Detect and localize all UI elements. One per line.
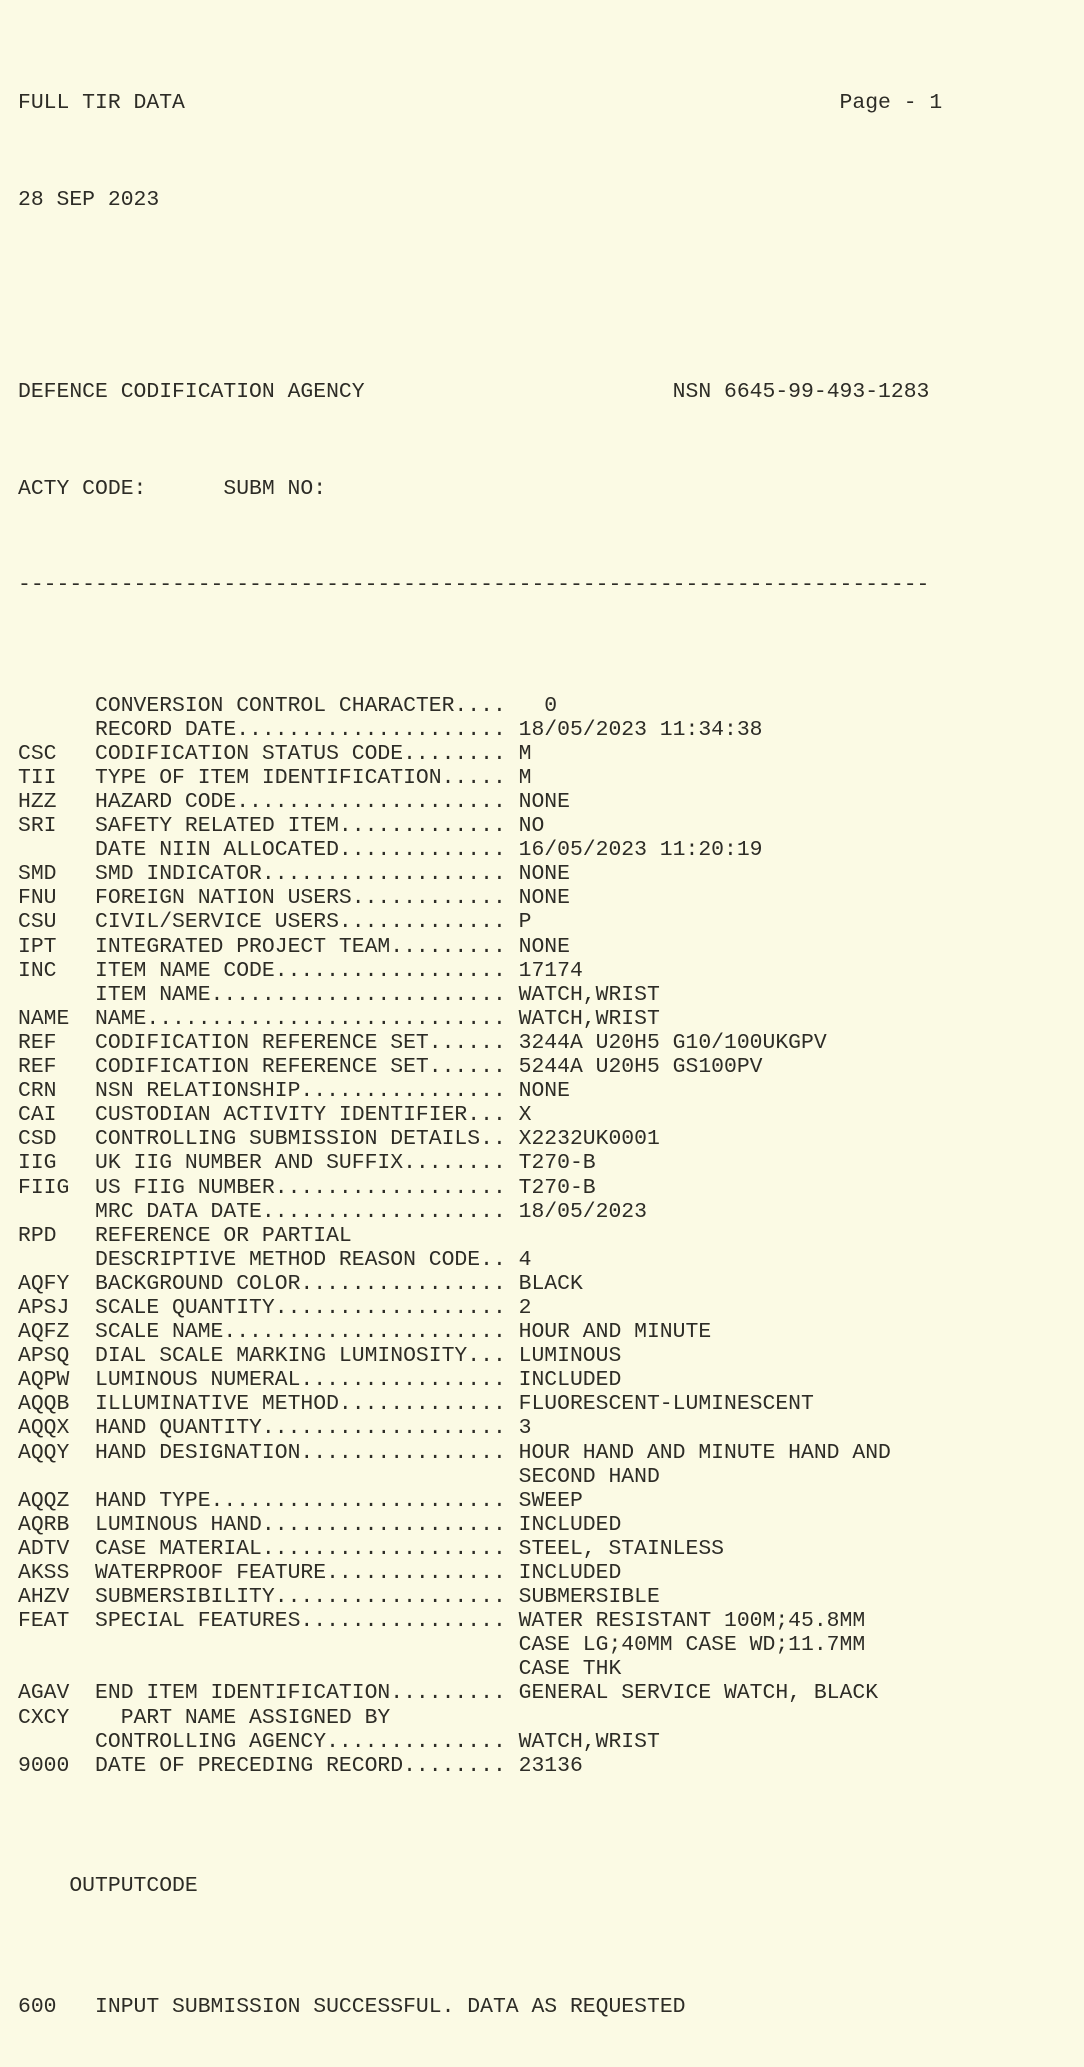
record-row [18, 1513, 1064, 1537]
record-row [18, 1296, 1064, 1320]
record-code: AKSS [18, 1561, 70, 1586]
record-value: STEEL, STAINLESS [518, 1536, 724, 1561]
record-label: ITEM NAME CODE.................. [95, 958, 506, 983]
record-label: CIVIL/SERVICE USERS............. [95, 910, 506, 935]
record-value: INCLUDED [518, 1512, 622, 1537]
record-value: T270-B [518, 1151, 596, 1176]
record-code: APSJ [18, 1295, 70, 1320]
record-row [18, 1320, 1064, 1344]
record-code: APSQ [18, 1344, 70, 1369]
record-value: HOUR HAND AND MINUTE HAND AND [518, 1440, 891, 1465]
record-label: CODIFICATION REFERENCE SET...... [95, 1030, 506, 1055]
record-label: CONTROLLING SUBMISSION DETAILS.. [95, 1127, 506, 1152]
record-row [18, 1392, 1064, 1416]
record-label: CASE MATERIAL................... [95, 1536, 506, 1561]
record-code: AQFY [18, 1271, 70, 1296]
record-row [18, 742, 1064, 766]
record-label: CONVERSION CONTROL CHARACTER.... [95, 693, 506, 718]
separator-line: ----------------------------------------------------------------------- [18, 573, 930, 598]
record-value: P [518, 910, 532, 935]
record-row [18, 1103, 1064, 1127]
record-label: CUSTODIAN ACTIVITY IDENTIFIER... [95, 1103, 506, 1128]
record-label: SCALE QUANTITY.................. [95, 1295, 506, 1320]
record-row [18, 1200, 1064, 1224]
result-code: 600 [18, 1994, 57, 2019]
record-row [18, 814, 1064, 838]
record-label: LUMINOUS HAND................... [95, 1512, 506, 1537]
record-row [18, 838, 1064, 862]
record-code: IIG [18, 1151, 57, 1176]
record-value: 4 [518, 1247, 532, 1272]
subm-no-label: SUBM NO: [223, 476, 327, 501]
record-value: FLUORESCENT-LUMINESCENT [518, 1392, 814, 1417]
record-label: FOREIGN NATION USERS............ [95, 886, 506, 911]
record-label: SPECIAL FEATURES................ [95, 1609, 506, 1634]
record-code: SRI [18, 814, 57, 839]
record-list [18, 694, 1064, 1778]
record-label: TYPE OF ITEM IDENTIFICATION..... [95, 765, 506, 790]
record-value: X2232UK0001 [518, 1127, 660, 1152]
record-value: T270-B [518, 1175, 596, 1200]
record-code: CSC [18, 741, 57, 766]
record-value: HOUR AND MINUTE [518, 1320, 712, 1345]
record-value: CASE THK [518, 1657, 622, 1682]
record-code: CXCY [18, 1705, 70, 1730]
record-label: DATE OF PRECEDING RECORD........ [95, 1753, 506, 1778]
record-code: AQQX [18, 1416, 70, 1441]
record-label: HAND DESIGNATION................ [95, 1440, 506, 1465]
record-label: HAZARD CODE..................... [95, 790, 506, 815]
record-code: FIIG [18, 1175, 70, 1200]
record-value: NONE [518, 934, 570, 959]
record-row [18, 1730, 1064, 1754]
record-value: INCLUDED [518, 1561, 622, 1586]
record-code: AQRB [18, 1512, 70, 1537]
record-label: MRC DATA DATE................... [95, 1199, 506, 1224]
record-row [18, 1585, 1064, 1609]
record-row [18, 1465, 1064, 1489]
record-row [18, 910, 1064, 934]
record-value: WATCH,WRIST [518, 982, 660, 1007]
record-row [18, 1657, 1064, 1681]
record-row [18, 1754, 1064, 1778]
record-code: 9000 [18, 1753, 70, 1778]
record-label: SAFETY RELATED ITEM............. [95, 814, 506, 839]
record-code: AQPW [18, 1368, 70, 1393]
record-value: M [518, 741, 532, 766]
record-code: ADTV [18, 1536, 70, 1561]
record-row [18, 694, 1064, 718]
record-value: 18/05/2023 11:34:38 [518, 717, 763, 742]
record-value: SUBMERSIBLE [518, 1585, 660, 1610]
record-label: HAND QUANTITY................... [95, 1416, 506, 1441]
record-label: SMD INDICATOR................... [95, 862, 506, 887]
record-label: RECORD DATE..................... [95, 717, 506, 742]
record-value: X [518, 1103, 532, 1128]
record-label: ILLUMINATIVE METHOD............. [95, 1392, 506, 1417]
record-label: NAME............................ [95, 1006, 506, 1031]
record-value: WATCH,WRIST [518, 1006, 660, 1031]
record-value: NONE [518, 886, 570, 911]
record-code: AQQZ [18, 1488, 70, 1513]
record-row [18, 1176, 1064, 1200]
record-value: CASE LG;40MM CASE WD;11.7MM [518, 1633, 866, 1658]
result-message: INPUT SUBMISSION SUCCESSFUL. DATA AS REQUESTED [95, 1994, 686, 2019]
record-value: INCLUDED [518, 1368, 622, 1393]
record-row [18, 1248, 1064, 1272]
report-title: FULL TIR DATA [18, 91, 185, 116]
record-row [18, 959, 1064, 983]
record-value: NO [518, 814, 545, 839]
record-code: CAI [18, 1103, 57, 1128]
record-row [18, 1609, 1064, 1633]
record-label: CONTROLLING AGENCY.............. [95, 1729, 506, 1754]
record-code: AQQY [18, 1440, 70, 1465]
record-value: 5244A U20H5 GS100PV [518, 1055, 763, 1080]
record-code: AGAV [18, 1681, 70, 1706]
record-row [18, 1055, 1064, 1079]
record-code: SMD [18, 862, 57, 887]
record-code: FNU [18, 886, 57, 911]
record-row [18, 983, 1064, 1007]
record-value: WATER RESISTANT 100M;45.8MM [518, 1609, 866, 1634]
record-value: 16/05/2023 11:20:19 [518, 838, 763, 863]
record-row [18, 1079, 1064, 1103]
record-label: SUBMERSIBILITY.................. [95, 1585, 506, 1610]
record-label: NSN RELATIONSHIP................ [95, 1079, 506, 1104]
record-row [18, 790, 1064, 814]
record-label: LUMINOUS NUMERAL................ [95, 1368, 506, 1393]
result-line [18, 1995, 1064, 2019]
record-value: LUMINOUS [518, 1344, 622, 1369]
record-row [18, 1441, 1064, 1465]
record-code: REF [18, 1030, 57, 1055]
record-label: INTEGRATED PROJECT TEAM......... [95, 934, 506, 959]
record-value: 0 [518, 693, 558, 718]
record-row [18, 718, 1064, 742]
record-row [18, 1224, 1064, 1248]
record-row [18, 1706, 1064, 1730]
record-row [18, 1151, 1064, 1175]
agency-line [18, 380, 1064, 404]
acty-code-label: ACTY CODE: [18, 476, 147, 501]
record-code: AQQB [18, 1392, 70, 1417]
record-label: DATE NIIN ALLOCATED............. [95, 838, 506, 863]
record-code: INC [18, 958, 57, 983]
record-value: 3244A U20H5 G10/100UKGPV [518, 1030, 827, 1055]
report-date: 28 SEP 2023 [18, 187, 160, 212]
nsn-number: NSN 6645-99-493-1283 [672, 380, 930, 405]
record-value: 23136 [518, 1753, 583, 1778]
record-row [18, 1127, 1064, 1151]
record-value: BLACK [518, 1271, 583, 1296]
record-label: PART NAME ASSIGNED BY [95, 1705, 391, 1730]
record-label: SCALE NAME...................... [95, 1320, 506, 1345]
record-row [18, 935, 1064, 959]
record-label: DIAL SCALE MARKING LUMINOSITY... [95, 1344, 506, 1369]
record-row [18, 766, 1064, 790]
record-code: TII [18, 765, 57, 790]
record-code: REF [18, 1055, 57, 1080]
record-row [18, 1633, 1064, 1657]
record-row [18, 886, 1064, 910]
record-code: RPD [18, 1223, 57, 1248]
record-label: HAND TYPE....................... [95, 1488, 506, 1513]
record-label: WATERPROOF FEATURE.............. [95, 1561, 506, 1586]
record-row [18, 1537, 1064, 1561]
record-label: CODIFICATION STATUS CODE........ [95, 741, 506, 766]
record-row [18, 1031, 1064, 1055]
record-code: FEAT [18, 1609, 70, 1634]
record-code: CSU [18, 910, 57, 935]
record-value: WATCH,WRIST [518, 1729, 660, 1754]
record-label: REFERENCE OR PARTIAL [95, 1223, 352, 1248]
outputcode-heading: OUTPUTCODE [69, 1874, 198, 1899]
record-code: HZZ [18, 790, 57, 815]
record-row [18, 1561, 1064, 1585]
record-value: SWEEP [518, 1488, 583, 1513]
record-code: NAME [18, 1006, 70, 1031]
record-row [18, 1368, 1064, 1392]
record-row [18, 1007, 1064, 1031]
record-label: DESCRIPTIVE METHOD REASON CODE.. [95, 1247, 506, 1272]
record-value: 3 [518, 1416, 532, 1441]
report-title-line [18, 91, 1064, 115]
record-row [18, 1416, 1064, 1440]
record-value: 18/05/2023 [518, 1199, 647, 1224]
record-code: IPT [18, 934, 57, 959]
record-value: 2 [518, 1295, 532, 1320]
record-value: NONE [518, 1079, 570, 1104]
record-value: SECOND HAND [518, 1464, 660, 1489]
record-row [18, 862, 1064, 886]
record-label: END ITEM IDENTIFICATION......... [95, 1681, 506, 1706]
record-label: BACKGROUND COLOR................ [95, 1271, 506, 1296]
record-label: UK IIG NUMBER AND SUFFIX........ [95, 1151, 506, 1176]
record-label: US FIIG NUMBER.................. [95, 1175, 506, 1200]
record-value: M [518, 765, 532, 790]
record-row [18, 1681, 1064, 1705]
record-row [18, 1489, 1064, 1513]
page-number: Page - 1 [839, 91, 943, 116]
record-value: 17174 [518, 958, 583, 983]
record-row [18, 1272, 1064, 1296]
record-value: GENERAL SERVICE WATCH, BLACK [518, 1681, 879, 1706]
record-value: NONE [518, 862, 570, 887]
record-row [18, 1344, 1064, 1368]
acty-subm-line [18, 477, 1064, 501]
record-label: CODIFICATION REFERENCE SET...... [95, 1055, 506, 1080]
record-code: AQFZ [18, 1320, 70, 1345]
record-value: NONE [518, 790, 570, 815]
record-label: ITEM NAME....................... [95, 982, 506, 1007]
record-code: CRN [18, 1079, 57, 1104]
record-code: AHZV [18, 1585, 70, 1610]
record-code: CSD [18, 1127, 57, 1152]
agency-name: DEFENCE CODIFICATION AGENCY [18, 380, 365, 405]
